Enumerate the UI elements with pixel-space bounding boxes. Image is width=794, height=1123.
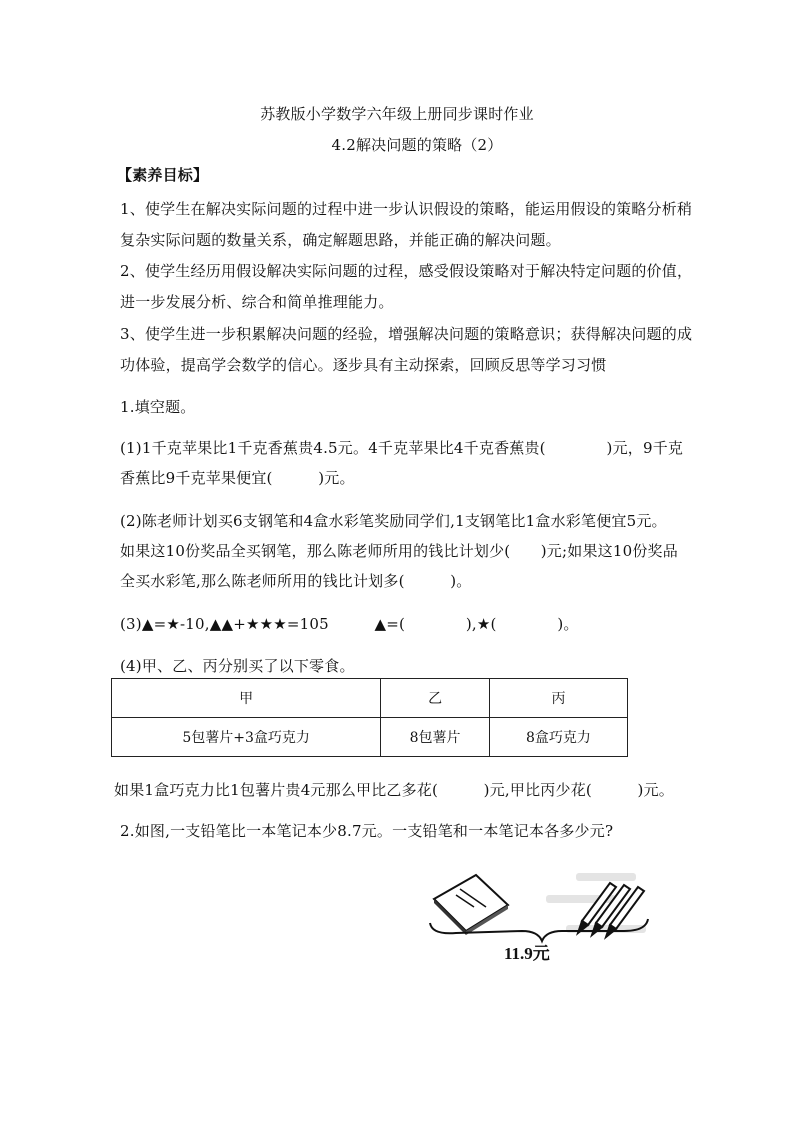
table-header-cell: 乙	[381, 679, 490, 718]
q1-part3: (3)▲=★-10,▲▲+★★★=105 ▲=( ),★( )。	[120, 615, 579, 633]
goal-line: 复杂实际问题的数量关系，确定解题思路，并能正确的解决问题。	[120, 231, 561, 249]
q1-heading: 1.填空题。	[120, 398, 196, 416]
q1-part2-line: (2)陈老师计划买6支钢笔和4盒水彩笔奖励同学们,1支钢笔比1盒水彩笔便宜5元。	[120, 512, 667, 530]
page-subtitle: 4.2解决问题的策略（2）	[331, 136, 503, 154]
table-row	[112, 718, 628, 757]
total-price-label: 11.9元	[504, 944, 550, 963]
goals-heading: 【素养目标】	[117, 166, 209, 184]
goal-line: 功体验，提高学会数学的信心。逐步具有主动探索，回顾反思等学习习惯	[120, 356, 607, 374]
table-header-cell: 丙	[489, 679, 627, 718]
q1-part2-line: 全买水彩笔,那么陈老师所用的钱比计划多( )。	[120, 572, 472, 590]
table-header-cell: 甲	[112, 679, 381, 718]
q2-text: 2.如图,一支铅笔比一本笔记本少8.7元。一支铅笔和一本笔记本各多少元?	[120, 822, 614, 840]
q1-part4: (4)甲、乙、丙分别买了以下零食。	[120, 657, 355, 675]
table-cell: 8包薯片	[381, 718, 490, 757]
goal-line: 2、使学生经历用假设解决实际问题的过程，感受假设策略对于解决特定问题的价值，	[120, 262, 693, 280]
page-title: 苏教版小学数学六年级上册同步课时作业	[260, 105, 534, 123]
q1-part1-line: 香蕉比9千克苹果便宜( )元。	[120, 469, 355, 487]
goal-line: 进一步发展分析、综合和简单推理能力。	[120, 293, 394, 311]
goal-line: 1、使学生在解决实际问题的过程中进一步认识假设的策略，能运用假设的策略分析稍	[120, 200, 693, 218]
q1-part4-followup: 如果1盒巧克力比1包薯片贵4元那么甲比乙多花( )元,甲比丙少花( )元。	[114, 781, 675, 799]
notebook-icon	[434, 875, 508, 935]
goal-line: 3、使学生进一步积累解决问题的经验，增强解决问题的策略意识；获得解决问题的成	[120, 325, 693, 343]
table-cell: 8盒巧克力	[489, 718, 627, 757]
notebook-pencils-figure	[426, 865, 656, 970]
table-header-row	[112, 679, 628, 718]
snack-table	[111, 678, 628, 757]
q1-part2-line: 如果这10份奖品全买钢笔，那么陈老师所用的钱比计划少( )元;如果这10份奖品	[120, 542, 678, 560]
q1-part1-line: (1)1千克苹果比1千克香蕉贵4.5元。4千克苹果比4千克香蕉贵( )元，9千克	[120, 439, 684, 457]
table-cell: 5包薯片+3盒巧克力	[112, 718, 381, 757]
